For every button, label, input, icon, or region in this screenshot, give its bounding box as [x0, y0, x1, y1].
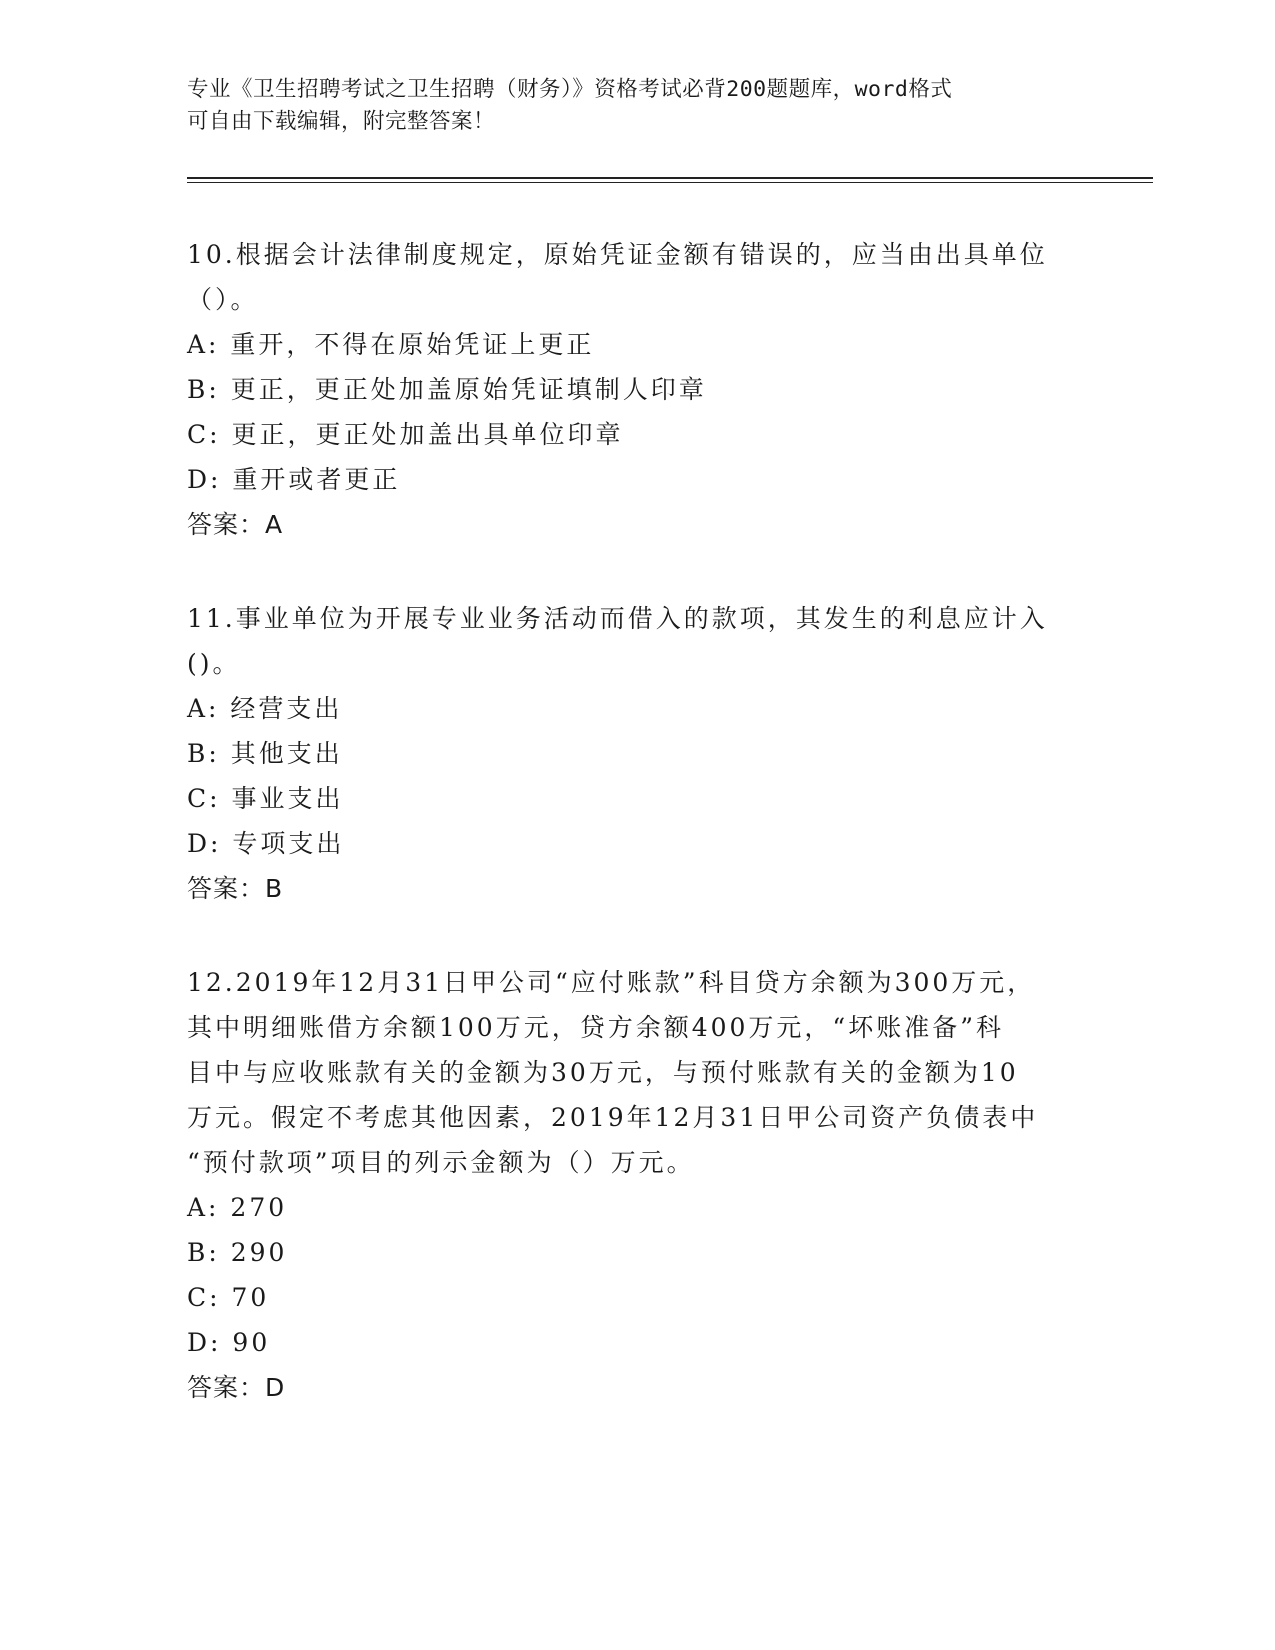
option-b: B: 其他支出 [187, 739, 343, 768]
question-text-line: ()。 [187, 649, 241, 678]
question-12 [187, 960, 1077, 1410]
option-c: C: 更正，更正处加盖出具单位印章 [187, 420, 624, 449]
option-d: D: 专项支出 [187, 829, 345, 858]
question-text-line: “预付款项”项目的列示金额为（）万元。 [187, 1148, 695, 1177]
option-d: D: 重开或者更正 [187, 465, 401, 494]
question-text-line: 万元。假定不考虑其他因素，2019年12月31日甲公司资产负债表中 [187, 1103, 1039, 1132]
header-divider-thick [187, 177, 1153, 179]
answer-label: 答案：D [187, 1373, 286, 1402]
document-header [187, 74, 1087, 138]
option-a: A: 重开，不得在原始凭证上更正 [187, 330, 595, 359]
question-10 [187, 232, 1077, 547]
question-text-line: 12.2019年12月31日甲公司“应付账款”科目贷方余额为300万元， [187, 968, 1036, 997]
question-text-line: （）。 [187, 285, 259, 314]
option-a: A: 270 [187, 1193, 288, 1222]
answer-label: 答案：A [187, 510, 284, 539]
question-text-line: 其中明细账借方余额100万元，贷方余额400万元，“坏账准备”科 [187, 1013, 1004, 1042]
option-c: C: 70 [187, 1283, 270, 1312]
answer-label: 答案：B [187, 874, 284, 903]
option-a: A: 经营支出 [187, 694, 343, 723]
option-b: B: 更正，更正处加盖原始凭证填制人印章 [187, 375, 707, 404]
option-d: D: 90 [187, 1328, 271, 1357]
question-text-line: 11.事业单位为开展专业业务活动而借入的款项，其发生的利息应计入 [187, 604, 1048, 633]
question-text-line: 目中与应收账款有关的金额为30万元，与预付账款有关的金额为10 [187, 1058, 1019, 1087]
question-11 [187, 596, 1077, 911]
header-line-2: 可自由下载编辑，附完整答案！ [187, 109, 496, 134]
question-text-line: 10.根据会计法律制度规定，原始凭证金额有错误的，应当由出具单位 [187, 240, 1048, 269]
header-line-1: 专业《卫生招聘考试之卫生招聘（财务）》资格考试必背200题题库，word格式 [187, 77, 953, 102]
option-c: C: 事业支出 [187, 784, 344, 813]
option-b: B: 290 [187, 1238, 288, 1267]
header-divider-thin [187, 182, 1153, 183]
